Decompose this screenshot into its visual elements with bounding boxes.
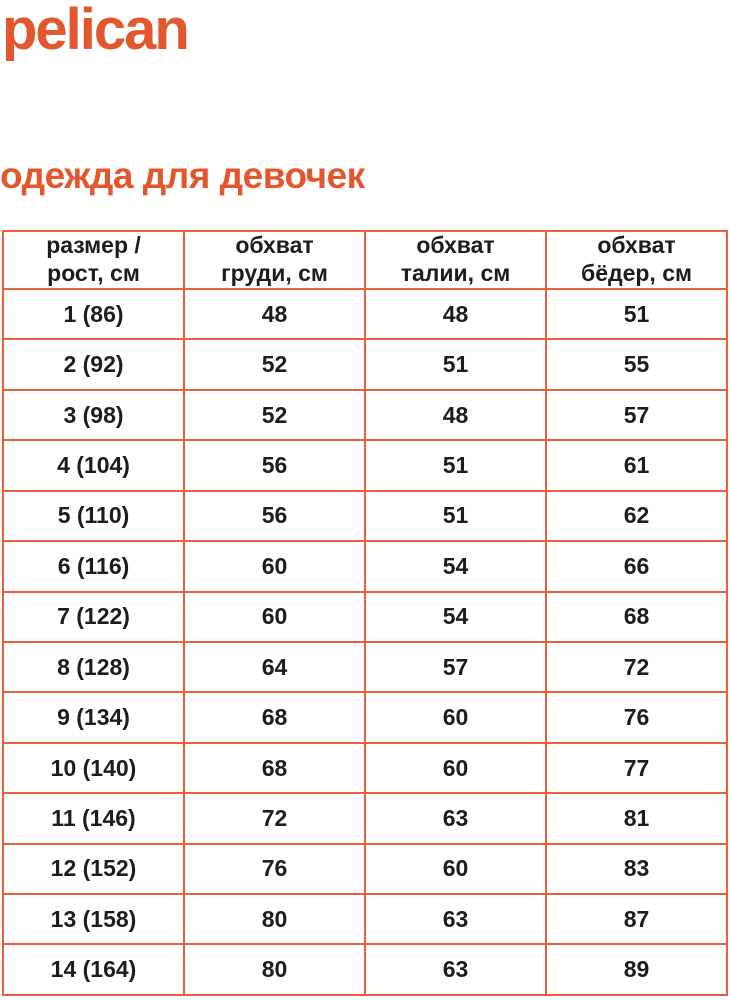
cell-size: 14 (164) (3, 944, 184, 995)
cell-waist: 60 (365, 743, 546, 793)
cell-hips: 76 (546, 692, 727, 742)
cell-hips: 83 (546, 844, 727, 894)
cell-chest: 72 (184, 793, 365, 843)
table-header-row (3, 231, 727, 289)
column-header-size-line1: размер / (46, 232, 141, 259)
cell-hips: 62 (546, 491, 727, 541)
table-body (3, 289, 727, 995)
cell-chest: 56 (184, 491, 365, 541)
cell-size: 6 (116) (3, 541, 184, 591)
cell-chest: 80 (184, 944, 365, 995)
size-chart-table-container (2, 230, 728, 996)
cell-size: 1 (86) (3, 289, 184, 339)
cell-size: 2 (92) (3, 339, 184, 389)
cell-hips: 68 (546, 592, 727, 642)
column-header-chest-line1: обхват (235, 232, 314, 259)
cell-chest: 52 (184, 339, 365, 389)
cell-chest: 68 (184, 692, 365, 742)
cell-hips: 89 (546, 944, 727, 995)
cell-waist: 51 (365, 440, 546, 490)
cell-hips: 51 (546, 289, 727, 339)
cell-chest: 76 (184, 844, 365, 894)
cell-waist: 54 (365, 592, 546, 642)
cell-chest: 80 (184, 894, 365, 944)
table-row (3, 743, 727, 793)
cell-chest: 48 (184, 289, 365, 339)
cell-waist: 48 (365, 390, 546, 440)
cell-waist: 51 (365, 491, 546, 541)
table-row (3, 541, 727, 591)
cell-size: 11 (146) (3, 793, 184, 843)
cell-hips: 57 (546, 390, 727, 440)
cell-size: 10 (140) (3, 743, 184, 793)
cell-hips: 81 (546, 793, 727, 843)
column-header-waist-line2: талии, см (400, 260, 511, 286)
cell-chest: 68 (184, 743, 365, 793)
cell-waist: 63 (365, 793, 546, 843)
table-row (3, 692, 727, 742)
cell-waist: 60 (365, 692, 546, 742)
column-header-size (3, 231, 184, 289)
cell-size: 7 (122) (3, 592, 184, 642)
column-header-hips (546, 231, 727, 289)
cell-waist: 48 (365, 289, 546, 339)
table-row (3, 793, 727, 843)
cell-chest: 56 (184, 440, 365, 490)
cell-hips: 87 (546, 894, 727, 944)
column-header-waist (365, 231, 546, 289)
table-row (3, 944, 727, 995)
cell-hips: 72 (546, 642, 727, 692)
size-chart-table (2, 230, 728, 996)
cell-waist: 51 (365, 339, 546, 389)
column-header-hips-line1: обхват (597, 232, 676, 259)
cell-waist: 60 (365, 844, 546, 894)
column-header-waist-line1: обхват (416, 232, 495, 259)
cell-size: 8 (128) (3, 642, 184, 692)
table-row (3, 844, 727, 894)
page-title: одежда для девочек (0, 155, 365, 196)
table-row (3, 339, 727, 389)
table-row (3, 894, 727, 944)
cell-size: 9 (134) (3, 692, 184, 742)
cell-chest: 60 (184, 541, 365, 591)
cell-waist: 54 (365, 541, 546, 591)
table-row (3, 642, 727, 692)
column-header-hips-line2: бёдер, см (580, 260, 693, 286)
cell-hips: 55 (546, 339, 727, 389)
column-header-chest (184, 231, 365, 289)
cell-hips: 66 (546, 541, 727, 591)
column-header-size-line2: рост, см (47, 260, 140, 286)
cell-size: 5 (110) (3, 491, 184, 541)
cell-size: 3 (98) (3, 390, 184, 440)
table-row (3, 592, 727, 642)
column-header-chest-line2: груди, см (221, 260, 328, 286)
brand-logo: pelican (2, 0, 188, 62)
cell-size: 13 (158) (3, 894, 184, 944)
table-row (3, 390, 727, 440)
table-row (3, 491, 727, 541)
cell-hips: 61 (546, 440, 727, 490)
cell-hips: 77 (546, 743, 727, 793)
cell-size: 4 (104) (3, 440, 184, 490)
cell-waist: 63 (365, 944, 546, 995)
cell-waist: 57 (365, 642, 546, 692)
table-row (3, 440, 727, 490)
cell-waist: 63 (365, 894, 546, 944)
cell-chest: 52 (184, 390, 365, 440)
cell-chest: 64 (184, 642, 365, 692)
table-row (3, 289, 727, 339)
cell-size: 12 (152) (3, 844, 184, 894)
cell-chest: 60 (184, 592, 365, 642)
